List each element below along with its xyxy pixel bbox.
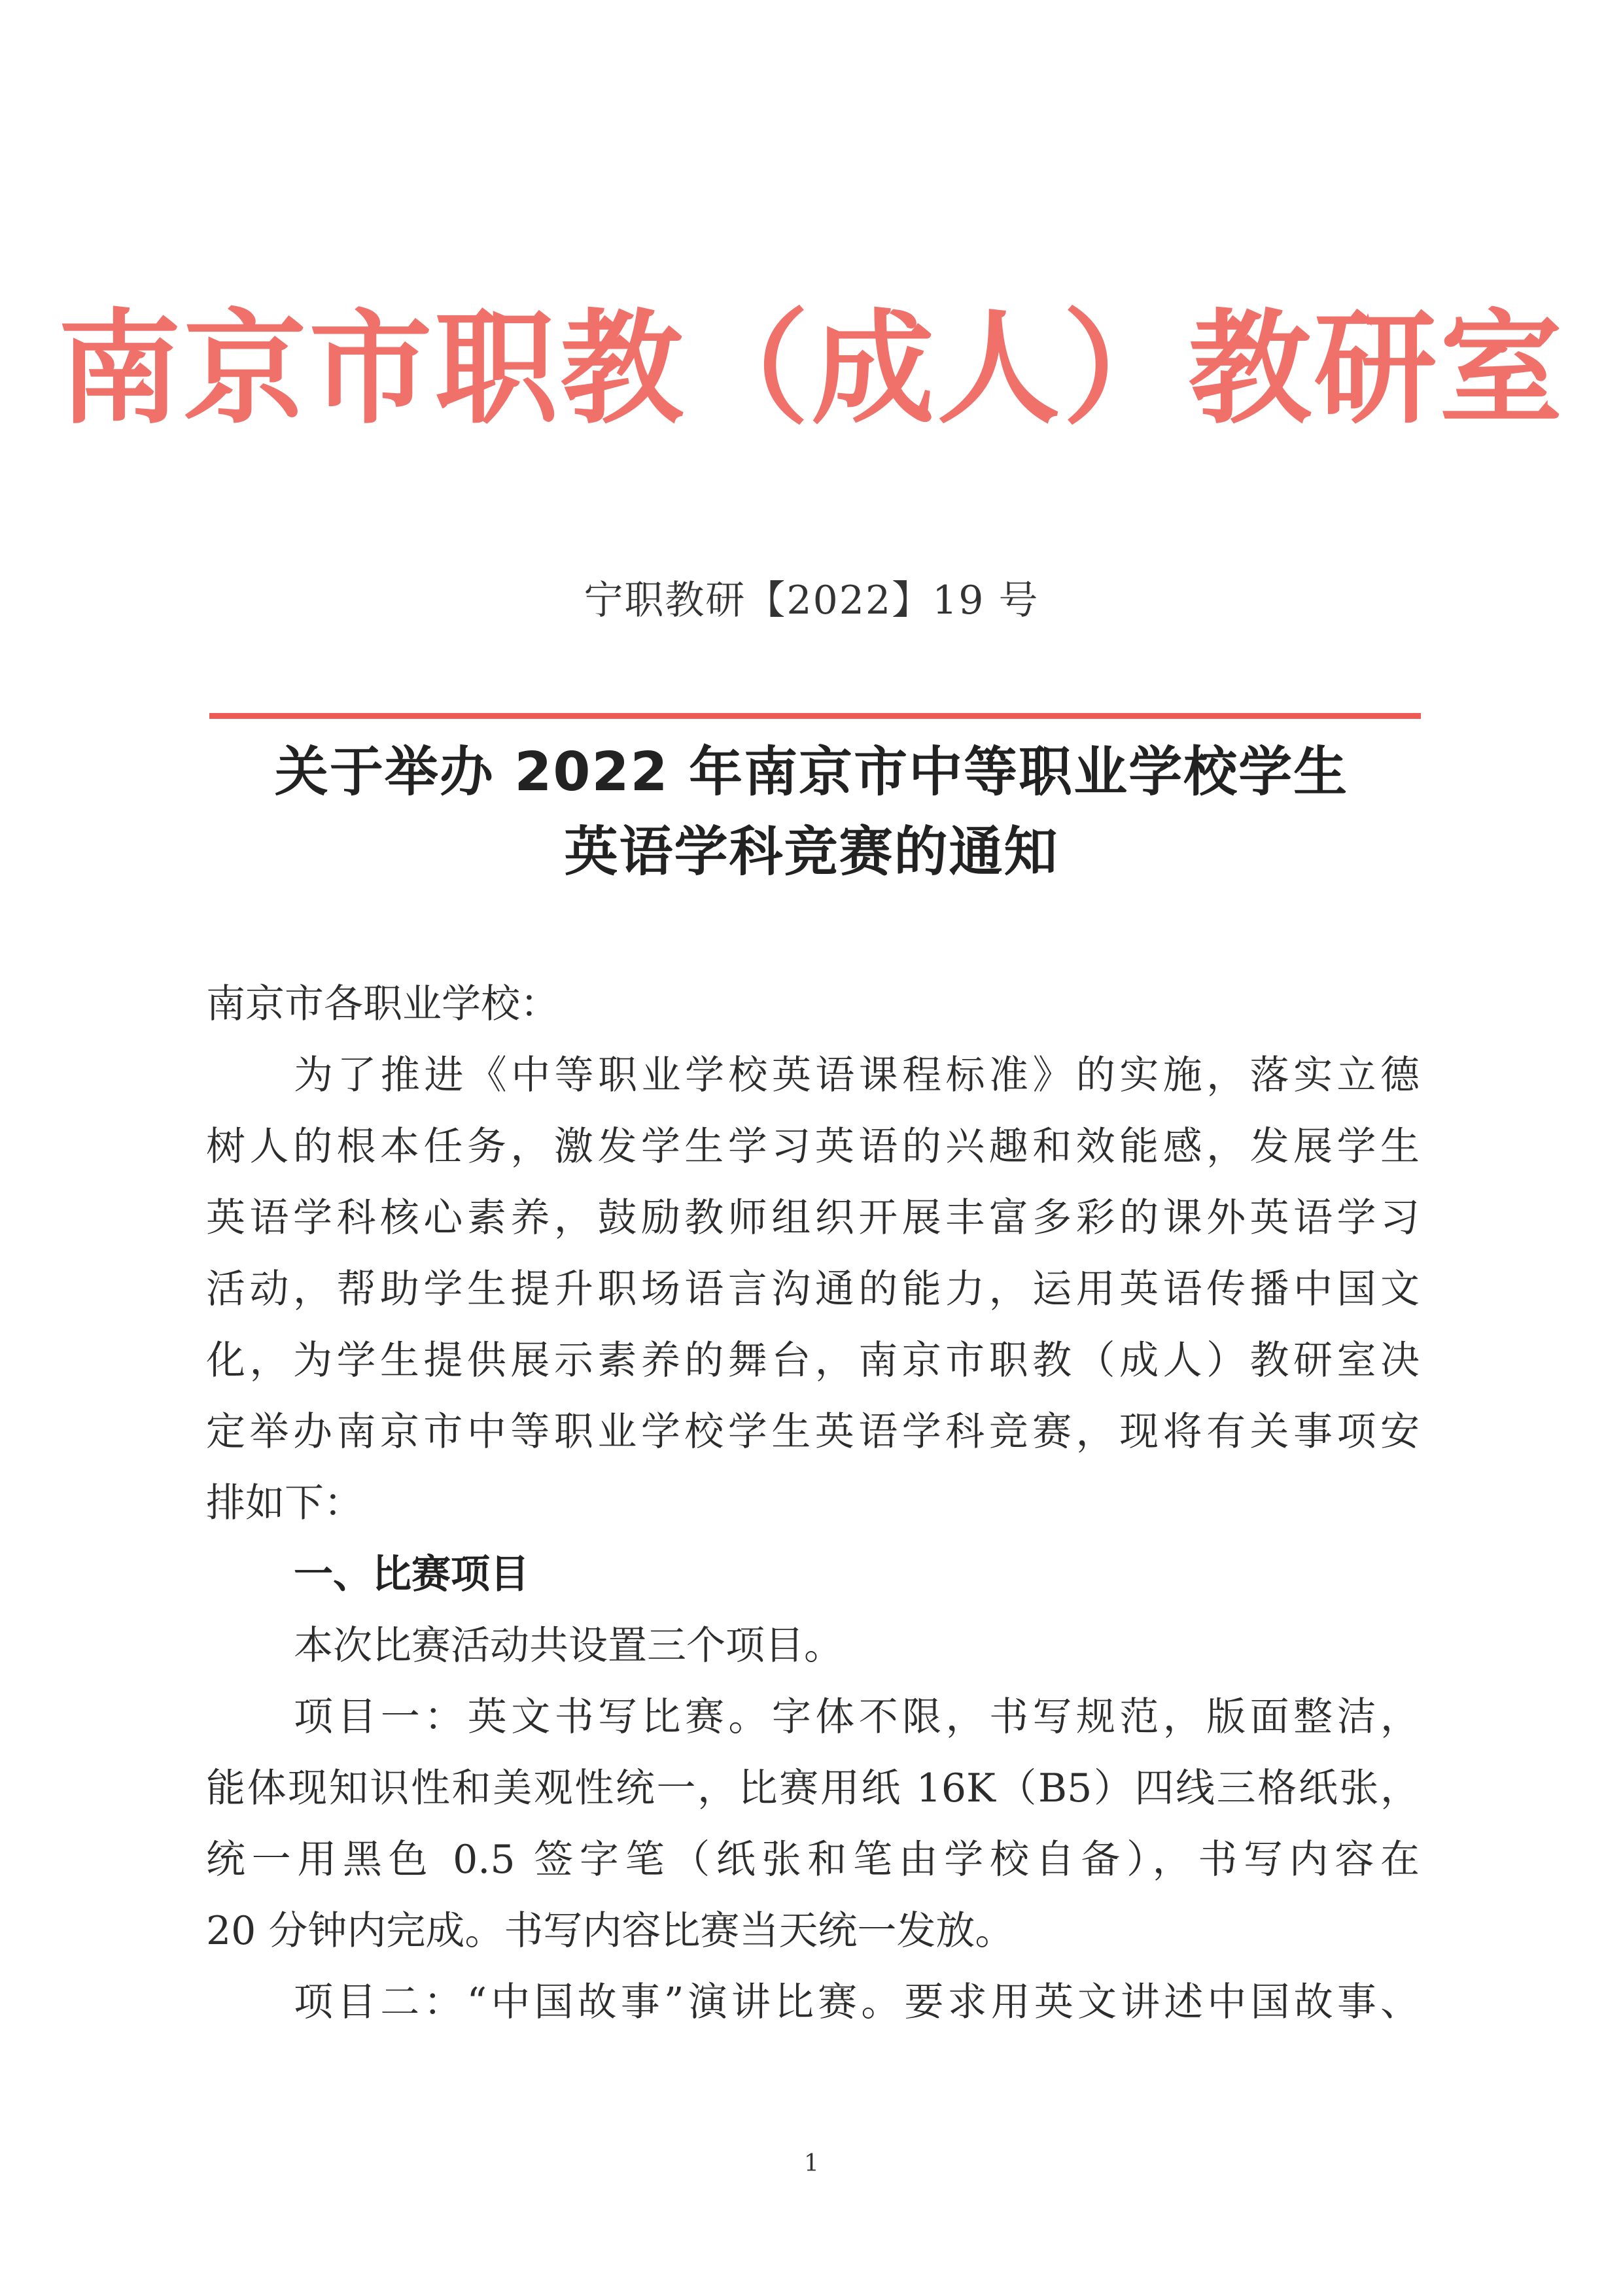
paragraph-line: 排如下： xyxy=(206,1480,363,1526)
paragraph-line: 活动，帮助学生提升职场语言沟通的能力，运用英语传播中国文 xyxy=(206,1266,1420,1312)
page-number: 1 xyxy=(804,2150,819,2177)
salutation: 南京市各职业学校： xyxy=(206,981,559,1027)
red-divider-rule xyxy=(209,713,1421,719)
paragraph-line: 化，为学生提供展示素养的舞台，南京市职教（成人）教研室决 xyxy=(206,1338,1420,1383)
item-line: 能体现知识性和美观性统一，比赛用纸 16K（B5）四线三格纸张， xyxy=(206,1765,1420,1811)
section-heading: 一、比赛项目 xyxy=(294,1552,529,1597)
paragraph-line: 英语学科核心素养，鼓励教师组织开展丰富多彩的课外英语学习 xyxy=(206,1195,1420,1241)
item-line: 项目二：“中国故事”演讲比赛。要求用英文讲述中国故事、 xyxy=(294,1979,1420,2025)
notice-title-line-1: 关于举办 2022 年南京市中等职业学校学生 xyxy=(274,741,1349,803)
section-intro: 本次比赛活动共设置三个项目。 xyxy=(294,1623,843,1669)
document-number: 宁职教研【2022】19 号 xyxy=(584,578,1039,623)
notice-title-line-2: 英语学科竞赛的通知 xyxy=(564,821,1059,883)
paragraph-line: 为了推进《中等职业学校英语课程标准》的实施，落实立德 xyxy=(294,1052,1420,1098)
item-line: 20 分钟内完成。书写内容比赛当天统一发放。 xyxy=(206,1908,1015,1954)
paragraph-line: 树人的根本任务，激发学生学习英语的兴趣和效能感，发展学生 xyxy=(206,1124,1420,1170)
paragraph-line: 定举办南京市中等职业学校学生英语学科竞赛，现将有关事项安 xyxy=(206,1409,1420,1455)
item-line: 统一用黑色 0.5 签字笔（纸张和笔由学校自备），书写内容在 xyxy=(206,1837,1420,1883)
item-line: 项目一：英文书写比赛。字体不限，书写规范，版面整洁， xyxy=(294,1694,1420,1740)
issuing-org-title: 南京市职教（成人）教研室 xyxy=(58,296,1565,441)
